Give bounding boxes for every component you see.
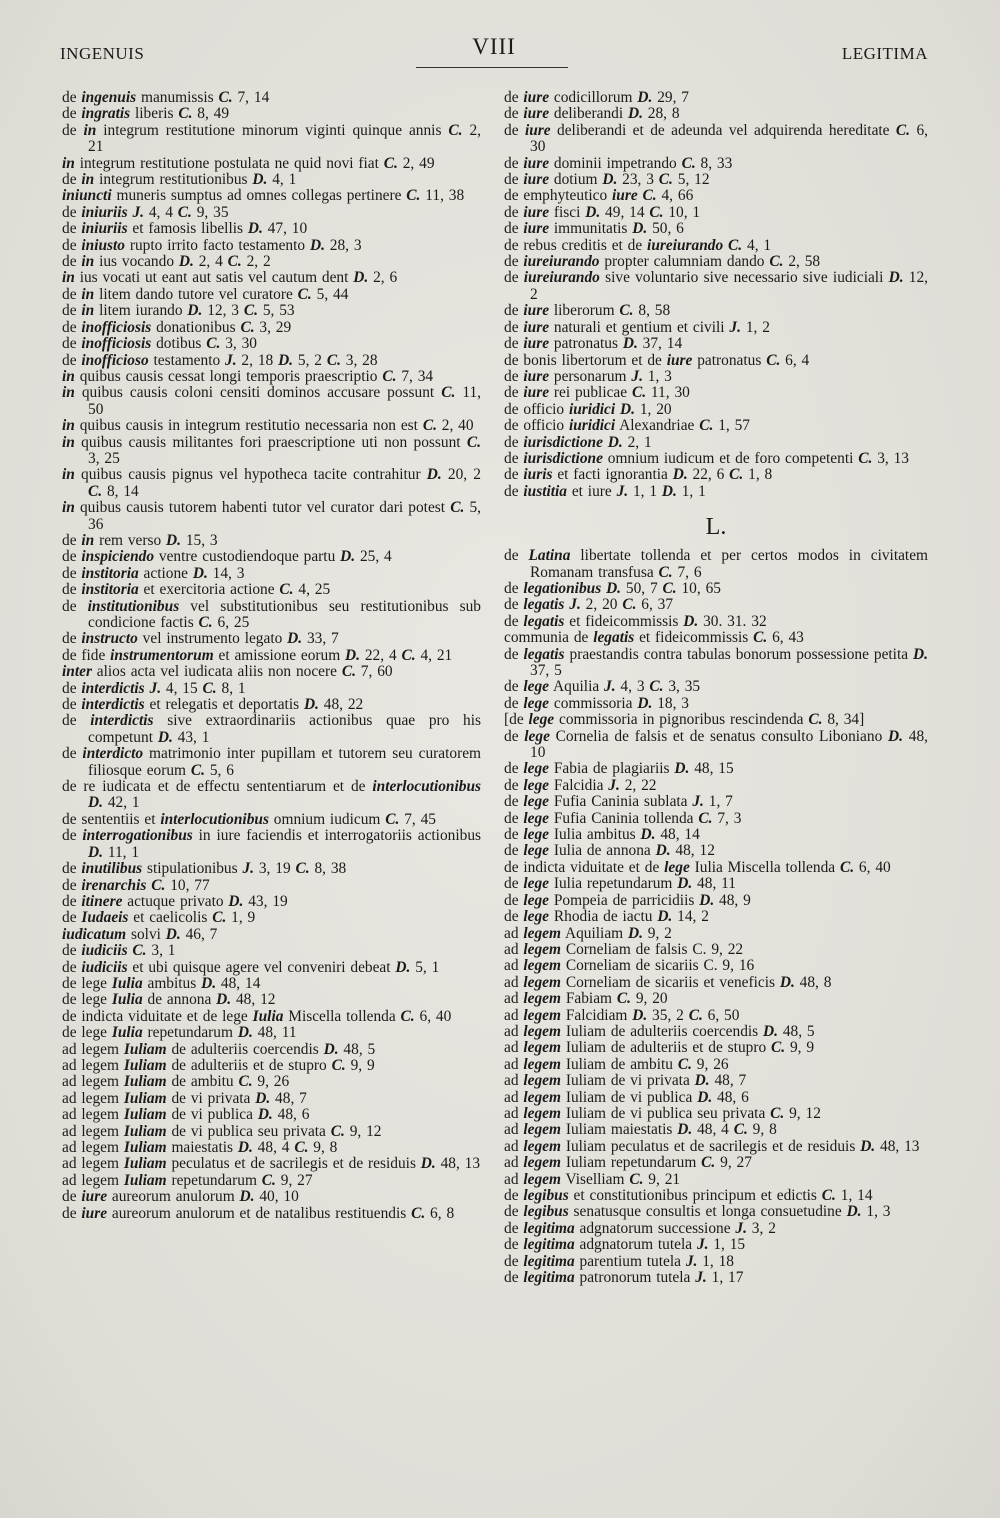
index-entry: in ius vocati ut eant aut satis vel cautum dent D. 2, 6 (62, 269, 398, 287)
index-entry: de iudiciis C. 3, 1 (62, 942, 176, 960)
running-header (60, 34, 928, 70)
index-entry: de in litem dando tutore vel curatore C. 5, 44 (62, 285, 349, 303)
index-entry: de iure fisci D. 49, 14 C. 10, 1 (504, 203, 701, 221)
index-entry: de iure personarum J. 1, 3 (504, 367, 672, 385)
index-entry: de inofficiosis donationibus C. 3, 29 (62, 318, 292, 336)
index-entry: de lege commissoria D. 18, 3 (504, 694, 689, 712)
header-rule (416, 67, 568, 68)
index-entry: ad legem Iuliam repetundarum C. 9, 27 (62, 1171, 313, 1189)
index-entry: de indicta viduitate et de lege Iulia Miscella tollenda C. 6, 40 (504, 858, 891, 876)
index-entry: de institoria actione D. 14, 3 (62, 564, 245, 582)
index-entry: de legitima adgnatorum tutela J. 1, 15 (504, 1236, 746, 1254)
index-entry: de Iudaeis et caelicolis C. 1, 9 (62, 909, 256, 927)
index-entry: de iure codicillorum D. 29, 7 (504, 89, 689, 106)
right-column-entries-i (504, 90, 928, 500)
index-entry: de iure rei publicae C. 11, 30 (504, 384, 690, 402)
right-column-entries-l (504, 548, 928, 1286)
index-entry: de lege Rhodia de iactu D. 14, 2 (504, 908, 709, 926)
index-entry: de lege Iulia repetundarum D. 48, 11 (62, 1024, 297, 1042)
index-entry: de legatis et fideicommissis D. 30. 31. 32 (504, 612, 767, 630)
index-entry: in integrum restitutione postulata ne quid novi fiat C. 2, 49 (62, 154, 435, 172)
index-entry: de iureiurando propter calumniam dando C. 2, 58 (504, 253, 821, 271)
index-entry: de lege Fufia Caninia sublata J. 1, 7 (504, 793, 733, 811)
index-entry: de lege Iulia de annona D. 48, 12 (62, 991, 276, 1009)
index-entry: de legationibus D. 50, 7 C. 10, 65 (504, 579, 721, 597)
index-entry: de legatis praestandis contra tabulas bonorum possessione petita D. 37, 5 (504, 645, 929, 679)
index-entry: de inutilibus stipulationibus J. 3, 19 C. 8, 38 (62, 860, 347, 878)
index-entry: de lege Aquilia J. 4, 3 C. 3, 35 (504, 678, 701, 696)
index-entry: de officio iuridici D. 1, 20 (504, 400, 672, 418)
index-entry: inter alios acta vel iudicata aliis non nocere C. 7, 60 (62, 663, 393, 681)
index-entry: iniuncti muneris sumptus ad omnes collegas pertinere C. 11, 38 (62, 187, 465, 205)
index-entry: ad legem Iuliam repetundarum C. 9, 27 (504, 1154, 752, 1172)
index-entry: de legibus et constitutionibus principum et edictis C. 1, 14 (504, 1187, 873, 1204)
index-entry: ad legem Iuliam de vi publica seu privata C. 9, 12 (504, 1104, 821, 1122)
index-entry: de re iudicata et de effectu sententiarum et de interlocutionibus D. 42, 1 (62, 778, 481, 812)
index-entry: de iudiciis et ubi quisque agere vel conveniri debeat D. 5, 1 (62, 958, 440, 976)
index-entry: de fide instrumentorum et amissione eorum D. 22, 4 C. 4, 21 (62, 646, 453, 664)
index-entry: de lege Fufia Caninia tollenda C. 7, 3 (504, 809, 742, 827)
index-entry: ad legem Iuliam de vi publica D. 48, 6 (504, 1088, 749, 1106)
index-entry: ad legem Iuliam de vi privata D. 48, 7 (62, 1089, 307, 1107)
index-entry: de inspiciendo ventre custodiendoque partu D. 25, 4 (62, 548, 392, 566)
page-number: VIII (472, 34, 516, 59)
index-entry: de interdictis J. 4, 15 C. 8, 1 (62, 679, 246, 697)
index-entry: de lege Iulia repetundarum D. 48, 11 (504, 875, 736, 893)
index-entry: de sententiis et interlocutionibus omnium iudicum C. 7, 45 (62, 810, 436, 828)
index-entry: de emphyteutico iure C. 4, 66 (504, 187, 694, 205)
index-entry: de officio iuridici Alexandriae C. 1, 57 (504, 417, 750, 435)
index-entry: de iurisdictione omnium iudicum et de foro competenti C. 3, 13 (504, 449, 910, 467)
index-entry: ad legem Iuliam de vi privata D. 48, 7 (504, 1072, 747, 1090)
index-entry: de iustitia et iure J. 1, 1 D. 1, 1 (504, 482, 706, 500)
index-entry: de iniuriis et famosis libellis D. 47, 10 (62, 220, 308, 238)
index-entry: de legitima adgnatorum successione J. 3, 2 (504, 1219, 776, 1237)
right-column (504, 90, 928, 1286)
index-entry: de in ius vocando D. 2, 4 C. 2, 2 (62, 253, 271, 271)
index-entry: ad legem Iuliam de adulteriis coercendis D. 48, 5 (504, 1022, 815, 1040)
index-entry: de itinere actuque privato D. 43, 19 (62, 892, 288, 910)
index-entry: de legitima patronorum tutela J. 1, 17 (504, 1269, 744, 1287)
index-entry: [de lege commissoria in pignoribus rescindenda C. 8, 34] (504, 711, 865, 729)
index-entry: de bonis libertorum et de iure patronatus C. 6, 4 (504, 351, 810, 369)
index-entry: de legibus senatusque consultis et longa consuetudine D. 1, 3 (504, 1203, 891, 1221)
index-entry: de iure deliberandi et de adeunda vel adquirenda hereditate C. 6, 30 (504, 121, 929, 156)
index-entry: de lege Iulia ambitus D. 48, 14 (62, 974, 261, 992)
index-entry: de iure dotium D. 23, 3 C. 5, 12 (504, 171, 710, 189)
index-entry: ad legem Iuliam maiestatis D. 48, 4 C. 9, 8 (62, 1139, 338, 1156)
index-entry: in quibus causis militantes fori praescriptione uti non possunt C. 3, 25 (62, 433, 481, 467)
index-entry: in quibus causis pignus vel hypotheca tacite contrahitur D. 20, 2 C. 8, 14 (62, 466, 481, 500)
index-entry: de legitima parentium tutela J. 1, 18 (504, 1252, 735, 1270)
index-entry: de iure naturali et gentium et civili J. 1, 2 (504, 318, 770, 336)
header-right-catchword: LEGITIMA (841, 44, 928, 63)
index-entry: de iure aureorum anulorum et de natalibus restituendis C. 6, 8 (62, 1204, 455, 1222)
index-entry: de rebus creditis et de iureiurando C. 4, 1 (504, 236, 772, 254)
index-entry: de iure deliberandi D. 28, 8 (504, 105, 680, 123)
index-entry: de indicta viduitate et de lege Iulia Miscella tollenda C. 6, 40 (62, 1007, 452, 1025)
index-entry: communia de legatis et fideicommissis C. 6, 43 (504, 629, 804, 647)
index-entry: de iniuriis J. 4, 4 C. 9, 35 (62, 203, 229, 221)
index-entry: ad legem Iuliam de ambitu C. 9, 26 (504, 1055, 729, 1073)
index-entry: ad legem Aquiliam D. 9, 2 (504, 924, 672, 942)
index-entry: de ingratis liberis C. 8, 49 (62, 105, 230, 123)
header-left-catchword: INGENUIS (60, 44, 145, 63)
index-entry: de instructo vel instrumento legato D. 33, 7 (62, 630, 339, 648)
index-entry: de lege Falcidia J. 2, 22 (504, 776, 657, 794)
index-entry: ad legem Iuliam maiestatis D. 48, 4 C. 9, 8 (504, 1121, 777, 1139)
index-entry: de interdicto matrimonio inter pupillam et tutorem seu curatorem filiosque eorum C. 5, 6 (62, 745, 481, 779)
index-entry: de iure liberorum C. 8, 58 (504, 302, 671, 320)
index-entry: de iure aureorum anulorum D. 40, 10 (62, 1188, 299, 1206)
index-entry: de in integrum restitutione minorum viginti quinque annis C. 2, 21 (62, 121, 481, 156)
index-entry: de legatis J. 2, 20 C. 6, 37 (504, 596, 674, 614)
index-entry: ad legem Iuliam de adulteriis et de stupro C. 9, 9 (504, 1039, 815, 1057)
index-entry: de lege Cornelia de falsis et de senatus consulto Liboniano D. 48, 10 (504, 727, 929, 762)
index-entry: in quibus causis cessat longi temporis praescriptio C. 7, 34 (62, 367, 434, 385)
index-entry: ad legem Corneliam de sicariis et veneficis D. 48, 8 (504, 973, 832, 991)
index-entry: de Latina libertate tollenda et per certos modos in civitatem Romanam transfusa C. 7, 6 (504, 547, 928, 581)
index-entry: de in litem iurando D. 12, 3 C. 5, 53 (62, 302, 295, 320)
section-letter-heading: L. (705, 514, 727, 541)
index-entry: ad legem Iuliam peculatus et de sacrilegis et de residuis D. 48, 13 (504, 1137, 920, 1155)
index-entry: ad legem Corneliam de falsis C. 9, 22 (504, 940, 744, 958)
index-entry: ad legem Iuliam de adulteriis coercendis D. 48, 5 (62, 1040, 376, 1058)
index-entry: in quibus causis tutorem habenti tutor vel curator dari potest C. 5, 36 (62, 499, 482, 533)
index-entry: ad legem Corneliam de sicariis C. 9, 16 (504, 957, 755, 975)
index-entry: ad legem Iuliam de ambitu C. 9, 26 (62, 1073, 290, 1091)
index-entry: de iure patronatus D. 37, 14 (504, 335, 683, 353)
index-entry: ad legem Fabiam C. 9, 20 (504, 990, 668, 1008)
index-entry: de irenarchis C. 10, 77 (62, 876, 210, 894)
index-entry: de interdictis et relegatis et deportatis D. 48, 22 (62, 696, 364, 714)
index-entry: ad legem Iuliam de vi publica seu privata C. 9, 12 (62, 1122, 382, 1140)
index-entry: de lege Iulia ambitus D. 48, 14 (504, 826, 700, 844)
index-entry: in quibus causis in integrum restitutio necessaria non est C. 2, 40 (62, 417, 474, 435)
index-entry: de lege Fabia de plagiariis D. 48, 15 (504, 760, 734, 778)
index-entry: de lege Iulia de annona D. 48, 12 (504, 842, 715, 860)
index-entry: de iniusto rupto irrito facto testamento D. 28, 3 (62, 236, 362, 254)
index-entry: ad legem Iuliam de adulteriis et de stupro C. 9, 9 (62, 1056, 375, 1074)
index-entry: de iuris et facti ignorantia D. 22, 6 C. 1, 8 (504, 466, 773, 484)
index-entry: de interdictis sive extraordinariis actionibus quae pro his competunt D. 43, 1 (62, 712, 482, 746)
index-entry: de lege Pompeia de parricidiis D. 48, 9 (504, 891, 751, 909)
index-entry: ad legem Iuliam de vi publica D. 48, 6 (62, 1106, 310, 1124)
index-entry: de iure immunitatis D. 50, 6 (504, 220, 684, 238)
index-entry: de iureiurando sive voluntario sive necessario sive iudiciali D. 12, 2 (504, 269, 929, 303)
index-entry: de iurisdictione D. 2, 1 (504, 433, 652, 451)
index-entry: de ingenuis manumissis C. 7, 14 (62, 89, 270, 106)
index-entry: ad legem Viselliam C. 9, 21 (504, 1170, 681, 1188)
index-entry: in quibus causis coloni censiti dominos accusare possunt C. 11, 50 (62, 384, 481, 418)
index-entry: de inofficioso testamento J. 2, 18 D. 5, 2 C. 3, 28 (62, 351, 378, 369)
index-entry: de inofficiosis dotibus C. 3, 30 (62, 335, 258, 353)
index-entry: de iure dominii impetrando C. 8, 33 (504, 154, 733, 172)
index-entry: de interrogationibus in iure faciendis et interrogatoriis actionibus D. 11, 1 (62, 827, 482, 861)
index-entry: de in rem verso D. 15, 3 (62, 531, 218, 549)
left-column (62, 90, 481, 1222)
index-entry: ad legem Iuliam peculatus et de sacrilegis et de residuis D. 48, 13 (62, 1155, 481, 1173)
index-entry: iudicatum solvi D. 46, 7 (62, 925, 218, 943)
index-entry: de in integrum restitutionibus D. 4, 1 (62, 171, 297, 189)
index-entry: de institoria et exercitoria actione C. 4, 25 (62, 581, 331, 599)
index-entry: ad legem Falcidiam D. 35, 2 C. 6, 50 (504, 1006, 740, 1024)
index-entry: de institutionibus vel substitutionibus seu restitutionibus sub condicione factis C. 6, 25 (62, 597, 481, 631)
